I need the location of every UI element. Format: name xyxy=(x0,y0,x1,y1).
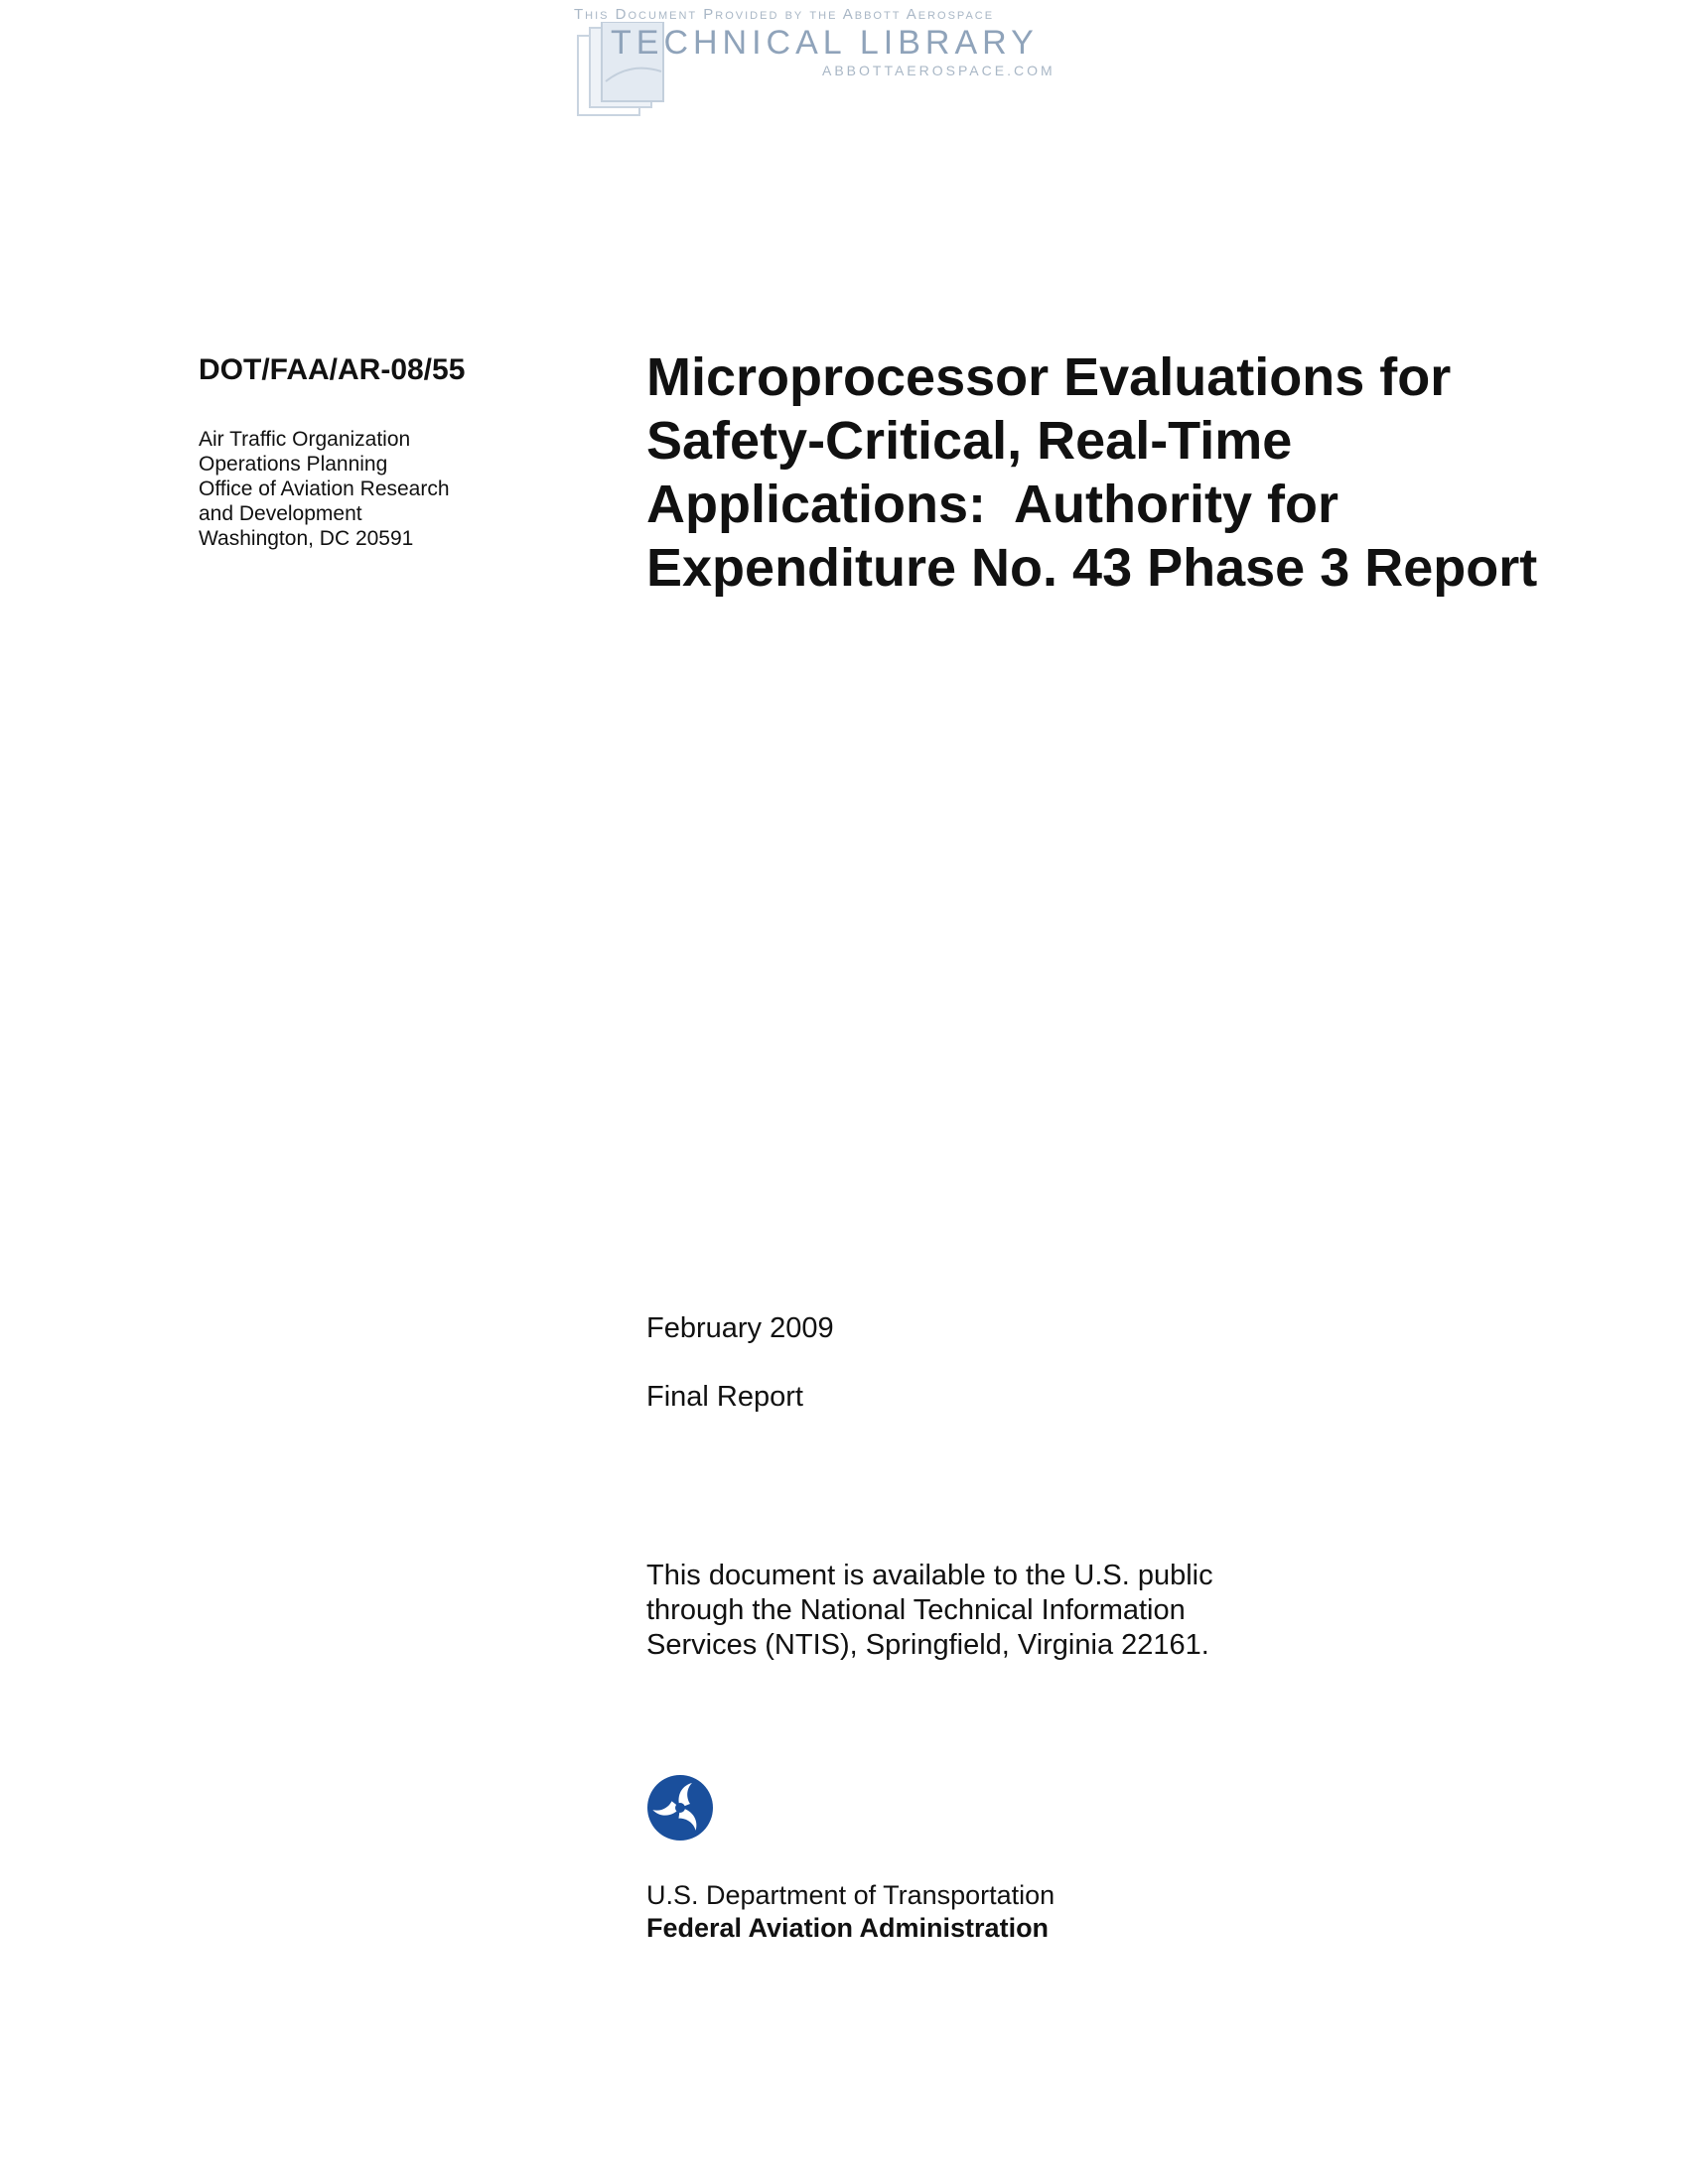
availability-line: Services (NTIS), Springfield, Virginia 22161. xyxy=(646,1629,1209,1661)
report-type: Final Report xyxy=(646,1381,803,1413)
agency-block xyxy=(646,1879,1055,1945)
organization-line: Operations Planning xyxy=(199,453,388,476)
administration-name: Federal Aviation Administration xyxy=(646,1913,1050,1943)
watermark-library-title: TECHNICAL LIBRARY xyxy=(611,24,1039,62)
organization-address xyxy=(199,427,450,551)
organization-line: and Development xyxy=(199,502,362,525)
watermark-provider-text: This Document Provided by the Abbott Aerospace xyxy=(574,6,995,23)
organization-line: Office of Aviation Research xyxy=(199,478,450,500)
report-number: DOT/FAA/AR-08/55 xyxy=(199,353,466,386)
dot-triskelion-icon xyxy=(646,1774,714,1842)
availability-line: This document is available to the U.S. public xyxy=(646,1560,1213,1591)
title-line: Safety-Critical, Real-Time xyxy=(646,411,1293,471)
report-title xyxy=(646,345,1639,600)
title-line: Applications: Authority for xyxy=(646,475,1338,534)
organization-line: Washington, DC 20591 xyxy=(199,527,414,550)
availability-statement xyxy=(646,1559,1213,1663)
title-line: Microprocessor Evaluations for xyxy=(646,347,1452,407)
organization-line: Air Traffic Organization xyxy=(199,428,411,451)
department-name: U.S. Department of Transportation xyxy=(646,1880,1055,1910)
report-date: February 2009 xyxy=(646,1312,834,1344)
watermark-website: ABBOTTAEROSPACE.COM xyxy=(822,63,1055,78)
availability-line: through the National Technical Information xyxy=(646,1594,1186,1626)
technical-library-watermark xyxy=(566,4,1082,123)
title-line: Expenditure No. 43 Phase 3 Report xyxy=(646,538,1538,598)
